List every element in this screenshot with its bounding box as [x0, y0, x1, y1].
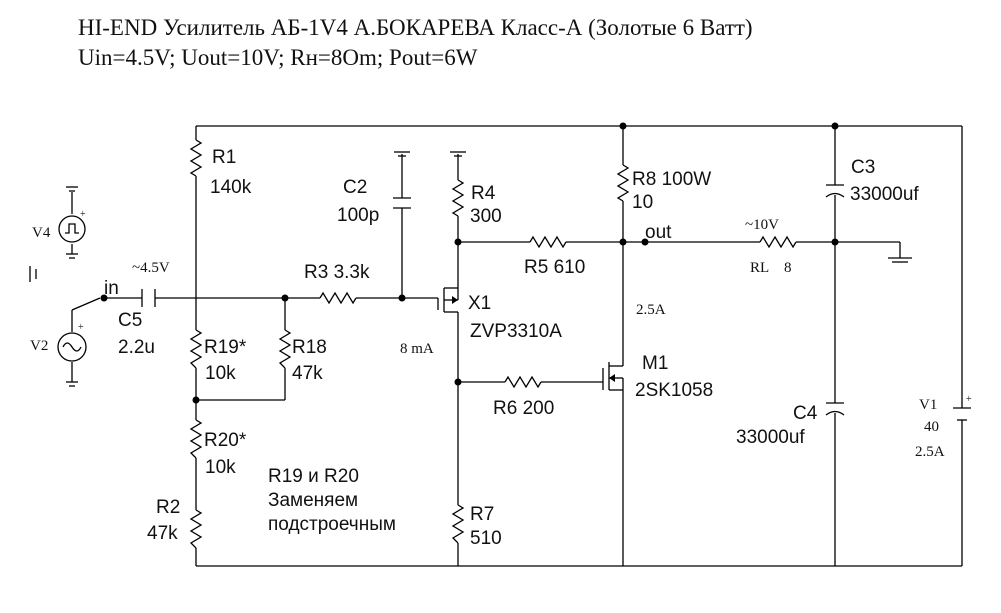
- v1-value: 40: [924, 419, 939, 435]
- v2-ref: V2: [30, 338, 49, 354]
- c2-ref: C2: [343, 177, 368, 198]
- c2-value: 100p: [337, 205, 380, 226]
- ground-output: [888, 242, 912, 262]
- r5-ref: R5 610: [524, 257, 586, 278]
- in-label: in: [104, 278, 119, 299]
- resistor-r20: [191, 420, 201, 458]
- transistor-x1: [438, 284, 458, 316]
- r7-ref: R7: [470, 504, 495, 525]
- r4-value: 300: [470, 206, 502, 227]
- r2-ref: R2: [156, 497, 181, 518]
- source-v2: [58, 298, 100, 361]
- out-label: out: [645, 222, 672, 243]
- c4-value: 33000uf: [736, 427, 805, 448]
- resistor-r2: [191, 510, 201, 548]
- svg-text:+: +: [966, 394, 972, 405]
- c4-ref: C4: [793, 403, 818, 424]
- rl-ref: RL: [750, 260, 770, 276]
- svg-text:+: +: [80, 209, 86, 220]
- resistor-rl: [760, 237, 796, 247]
- resistor-r18: [280, 330, 290, 368]
- x1-ref: X1: [468, 293, 492, 314]
- r7-value: 510: [470, 528, 502, 549]
- r18-ref: R18: [292, 337, 327, 358]
- ground-stray: [30, 266, 36, 282]
- r8-ref: R8 100W: [632, 169, 712, 190]
- capacitor-c2: [393, 198, 411, 208]
- schematic-specs: Uin=4.5V; Uout=10V; Rн=8Om; Pout=6W: [78, 45, 478, 70]
- r2-value: 47k: [147, 523, 178, 544]
- resistor-r8: [618, 165, 628, 201]
- x1-current-note: 8 mA: [400, 341, 434, 357]
- resistor-r3: [320, 293, 356, 303]
- resistor-r7: [453, 505, 463, 543]
- r19-value: 10k: [205, 363, 236, 384]
- r18-value: 47k: [292, 363, 323, 384]
- note-line-3: подстроечным: [268, 514, 396, 535]
- r3-ref: R3 3.3k: [304, 262, 370, 283]
- r1-value: 140k: [210, 177, 252, 198]
- r4-ref: R4: [471, 183, 496, 204]
- c3-value: 33000uf: [850, 184, 919, 205]
- r20-value: 10k: [205, 457, 236, 478]
- schematic-title: HI-END Усилитель АБ-1V4 А.БОКАРЕВА Класс-А (Золотые 6 Ватт): [78, 15, 753, 40]
- v1-current: 2.5A: [915, 444, 945, 460]
- capacitor-c5: [142, 289, 155, 307]
- r1-ref: R1: [212, 147, 237, 168]
- component-labels: [30, 147, 945, 549]
- note-line-2: Заменяем: [268, 490, 359, 511]
- ground-v4: [66, 187, 78, 258]
- resistor-r6: [505, 377, 541, 387]
- r20-ref: R20*: [204, 430, 247, 451]
- resistor-r4: [453, 180, 463, 216]
- note-line-1: R19 и R20: [268, 466, 359, 487]
- c3-ref: C3: [851, 157, 876, 178]
- rl-voltage: ~10V: [745, 217, 779, 233]
- annotations: [104, 222, 672, 535]
- transistor-m1: [603, 362, 623, 396]
- m1-value: 2SK1058: [635, 380, 714, 401]
- svg-text:+: +: [78, 322, 84, 333]
- x1-value: ZVP3310A: [470, 321, 562, 342]
- r6-ref: R6 200: [493, 398, 555, 419]
- v1-ref: V1: [919, 397, 938, 413]
- r8-value: 10: [632, 192, 654, 213]
- resistor-r5: [530, 237, 566, 247]
- c5-value: 2.2u: [118, 337, 155, 358]
- resistor-r19: [191, 330, 201, 368]
- c5-ref: C5: [118, 310, 143, 331]
- resistor-r1: [191, 140, 201, 176]
- m1-ref: M1: [642, 353, 669, 374]
- rl-value: 8: [784, 260, 792, 276]
- v4-ref: V4: [32, 225, 51, 241]
- m1-current-note: 2.5A: [636, 302, 666, 318]
- input-voltage-note: ~4.5V: [132, 260, 170, 276]
- r19-ref: R19*: [204, 337, 247, 358]
- ground-v2: [66, 362, 78, 386]
